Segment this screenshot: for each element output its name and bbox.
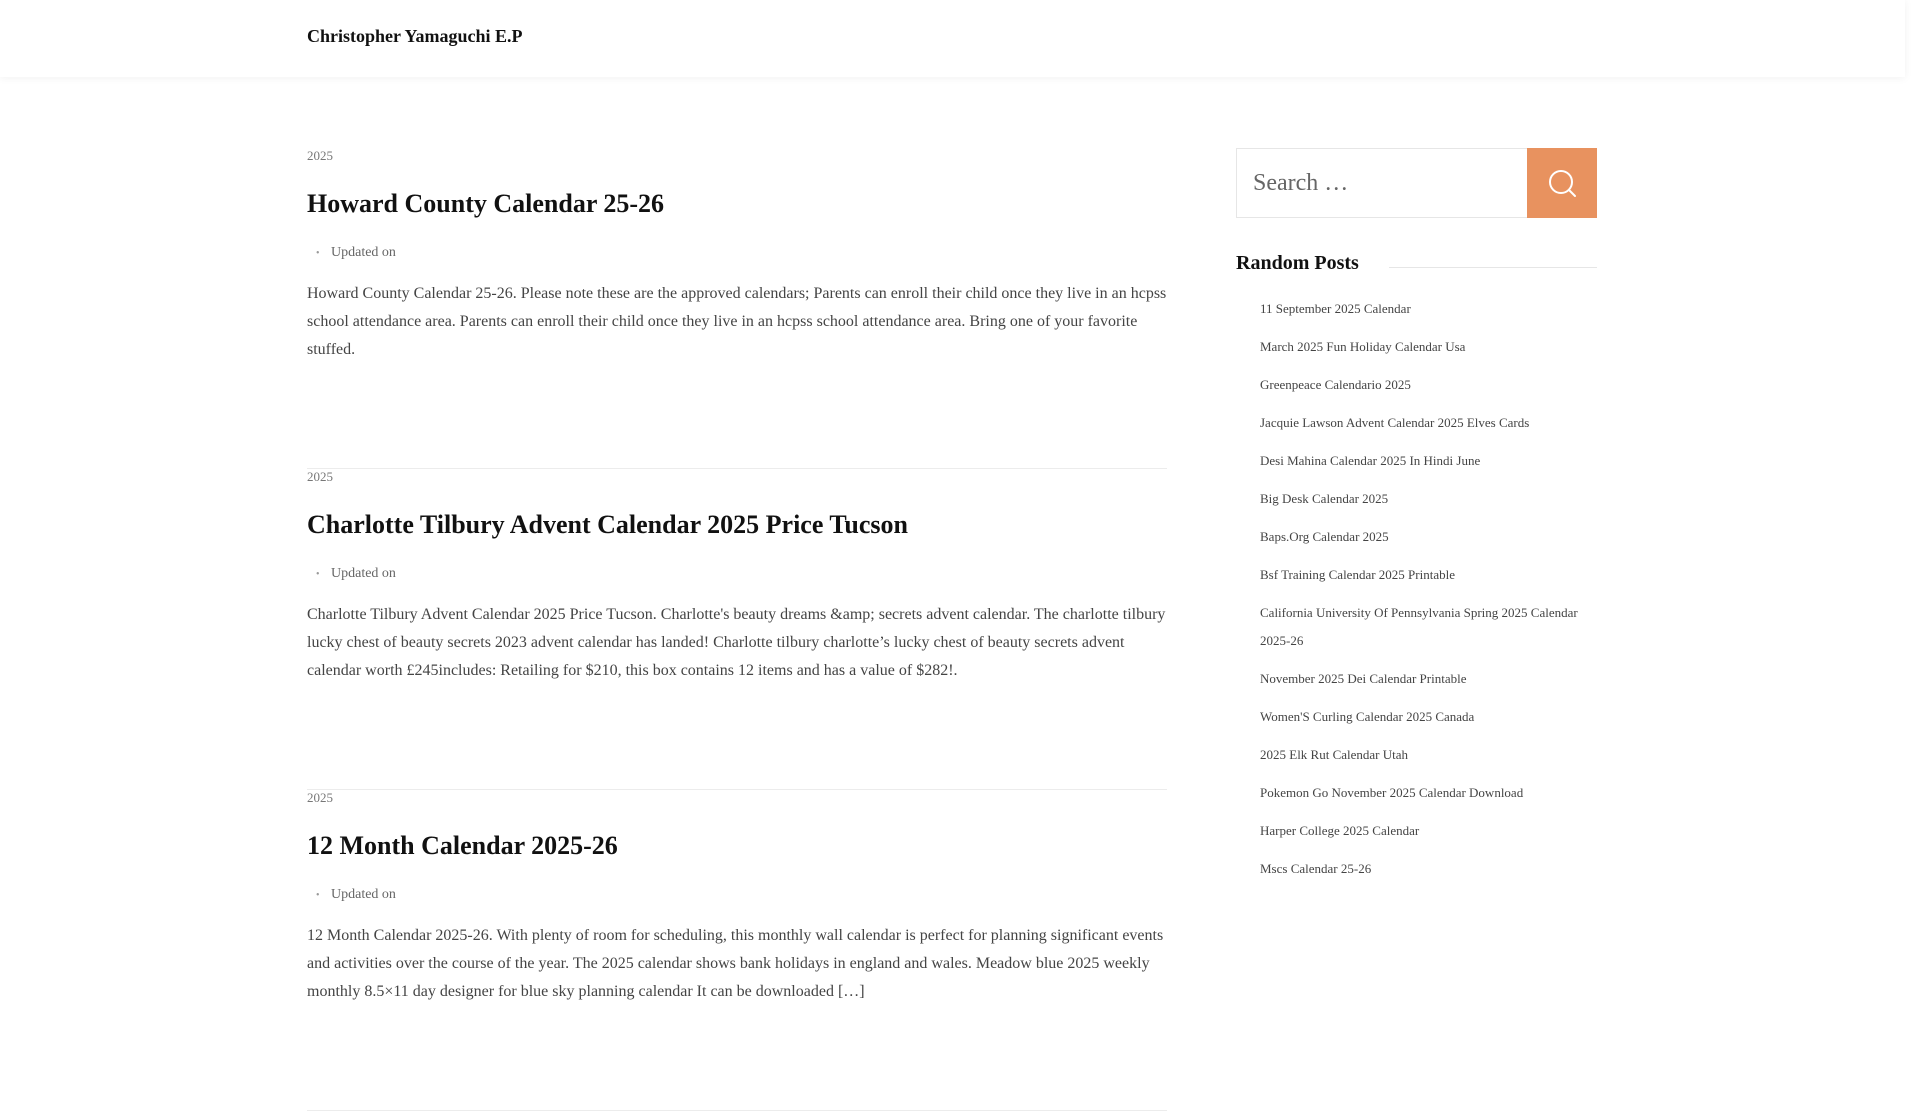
post-category[interactable]: 2025: [307, 469, 333, 484]
post-meta: • Updated on: [331, 245, 396, 261]
random-post-link[interactable]: Pokemon Go November 2025 Calendar Download: [1260, 785, 1524, 800]
random-post-link[interactable]: Mscs Calendar 25-26: [1260, 861, 1372, 876]
site-header: [0, 0, 1905, 77]
divider: [1389, 267, 1597, 268]
random-post-link[interactable]: California University Of Pennsylvania Spring 2025 Calendar 2025-26: [1260, 605, 1578, 648]
post-category[interactable]: 2025: [307, 148, 333, 163]
post-card: [307, 148, 1167, 469]
post-meta: • Updated on: [331, 566, 396, 582]
search-form: [1236, 148, 1597, 218]
random-post-link[interactable]: Desi Mahina Calendar 2025 In Hindi June: [1260, 453, 1481, 468]
post-list: [307, 148, 1167, 1111]
random-post-link[interactable]: 2025 Elk Rut Calendar Utah: [1260, 747, 1409, 762]
random-post-link[interactable]: Baps.Org Calendar 2025: [1260, 529, 1389, 544]
post-title[interactable]: Howard County Calendar 25-26: [307, 189, 665, 218]
post-excerpt: Howard County Calendar 25-26. Please note these are the approved calendars; Parents can enroll their child once they live in an hcpss school attendance area. Parents can enroll their child once they live in an hcpss school attendance area. Bring one of your favorite stuffed.: [307, 285, 1167, 358]
random-post-link[interactable]: 11 September 2025 Calendar: [1260, 301, 1411, 316]
search-input[interactable]: [1236, 148, 1527, 218]
post-meta: • Updated on: [331, 887, 396, 903]
random-post-link[interactable]: Harper College 2025 Calendar: [1260, 823, 1420, 838]
post-excerpt: Charlotte Tilbury Advent Calendar 2025 Price Tucson. Charlotte's beauty dreams &amp; secrets advent calendar. The charlotte tilbury lucky chest of beauty secrets 2023 advent calendar has landed! Charlotte tilbury charlotte’s lucky chest of beauty secrets advent calendar worth £245includes: Retailing for $210, this box contains 12 items and has a value of $282!.: [307, 606, 1166, 679]
random-posts-title: Random Posts: [1236, 252, 1359, 274]
site-title[interactable]: Christopher Yamaguchi E.P: [307, 26, 523, 46]
random-post-link[interactable]: Women'S Curling Calendar 2025 Canada: [1260, 709, 1475, 724]
random-post-link[interactable]: Greenpeace Calendario 2025: [1260, 377, 1411, 392]
random-post-link[interactable]: Jacquie Lawson Advent Calendar 2025 Elves Cards: [1260, 415, 1530, 430]
random-post-link[interactable]: Big Desk Calendar 2025: [1260, 491, 1389, 506]
random-posts-header: [1236, 252, 1597, 282]
post-title[interactable]: Charlotte Tilbury Advent Calendar 2025 Price Tucson: [307, 510, 908, 539]
search-button[interactable]: [1527, 148, 1597, 218]
sidebar: [1236, 148, 1597, 876]
post-excerpt: 12 Month Calendar 2025-26. With plenty of room for scheduling, this monthly wall calendar is perfect for planning significant events and activities over the course of the year. The 2025 calendar shows bank holidays in england and wales. Meadow blue 2025 weekly monthly 8.5×11 day designer for blue sky planning calendar It can be downloaded […]: [307, 927, 1164, 1000]
post-card: [307, 469, 1167, 790]
post-card: [307, 790, 1167, 1111]
random-post-link[interactable]: Bsf Training Calendar 2025 Printable: [1260, 567, 1455, 582]
random-posts-list: [1260, 295, 1597, 893]
random-post-link[interactable]: November 2025 Dei Calendar Printable: [1260, 671, 1467, 686]
search-icon: [1547, 168, 1577, 198]
random-post-link[interactable]: March 2025 Fun Holiday Calendar Usa: [1260, 339, 1466, 354]
post-title[interactable]: 12 Month Calendar 2025-26: [307, 831, 618, 860]
post-category[interactable]: 2025: [307, 790, 333, 805]
